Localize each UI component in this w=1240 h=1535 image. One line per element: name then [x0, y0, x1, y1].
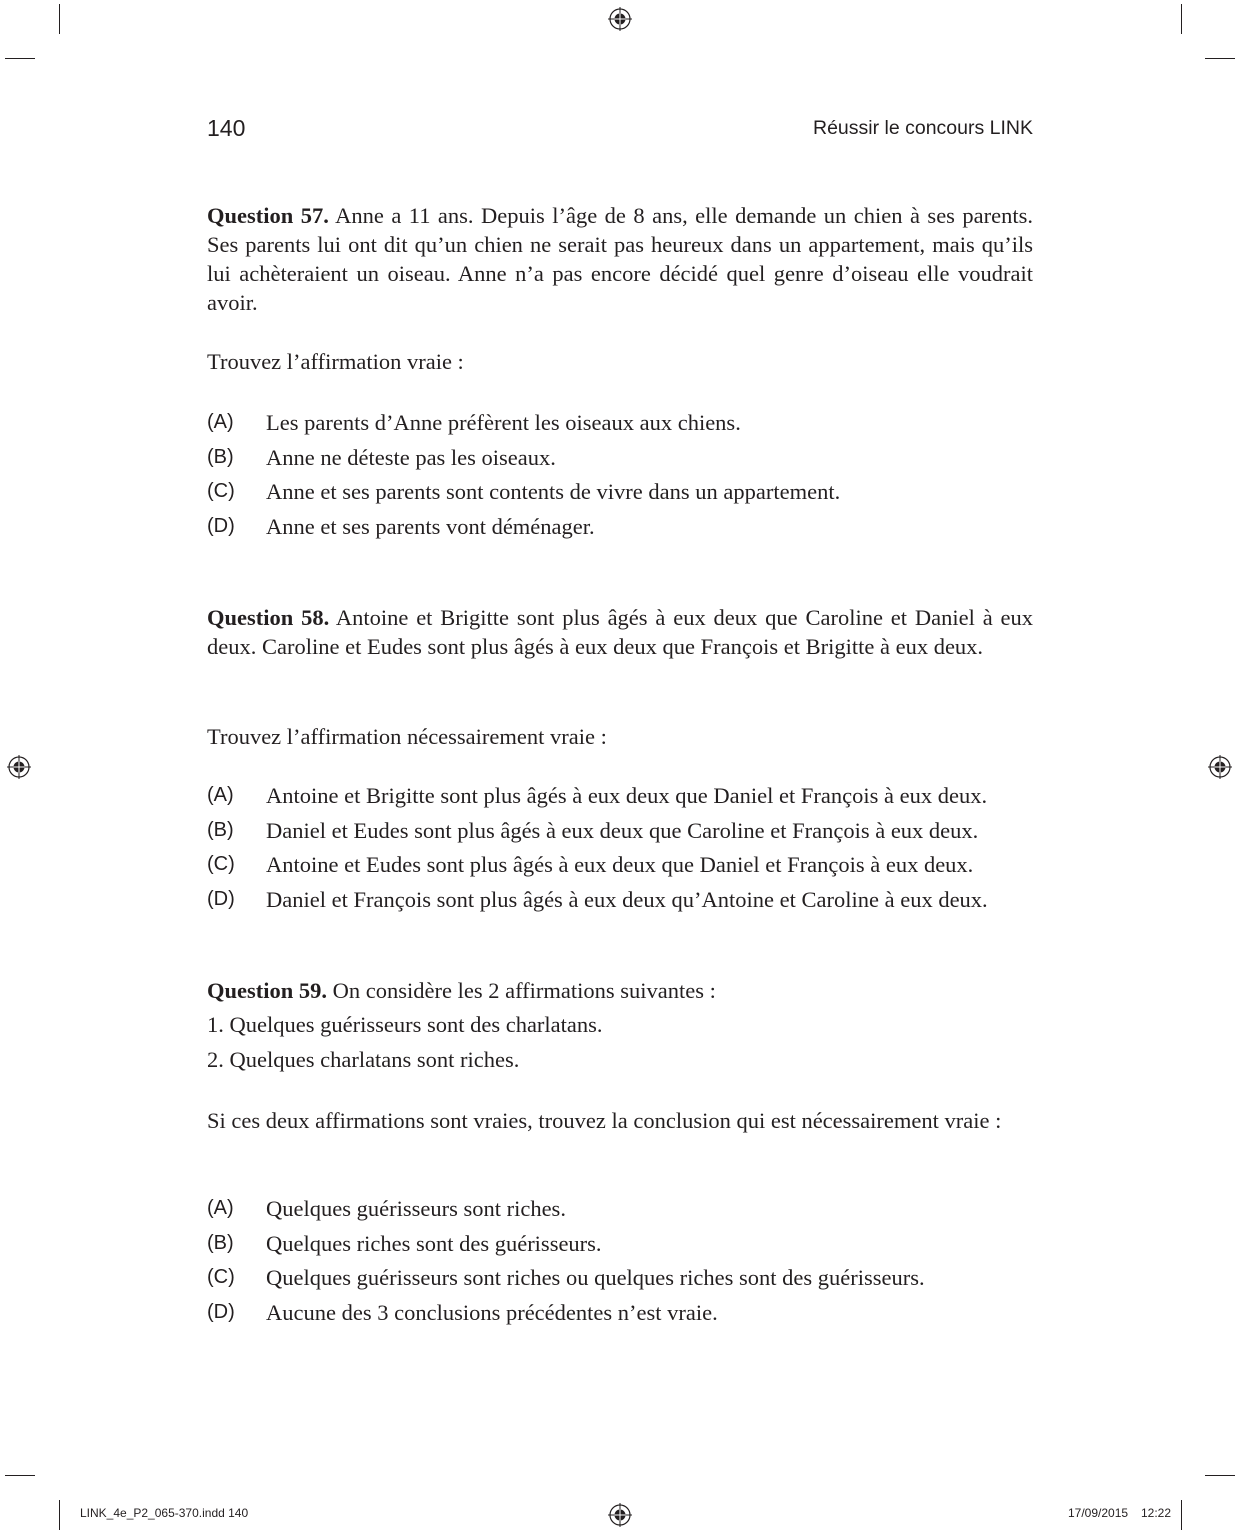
option-text: Anne ne déteste pas les oiseaux.: [266, 444, 556, 470]
crop-mark-bottom-right-horizontal: [1205, 1475, 1235, 1476]
option-d: [207, 512, 1047, 547]
option-letter: (D): [207, 887, 235, 910]
option-letter: (C): [207, 853, 235, 875]
footer-date: 17/09/2015: [1068, 1506, 1129, 1520]
option-letter: (D): [207, 1300, 235, 1323]
question-label: Question 58.: [207, 605, 330, 630]
crop-mark-top-left-horizontal: [5, 58, 35, 59]
question-59-stem: [207, 976, 1033, 1005]
option-letter: (B): [207, 445, 234, 468]
option-text: Daniel et Eudes sont plus âgés à eux deux que Caroline et François à eux deux.: [266, 817, 979, 843]
question-58-stem: [207, 603, 1033, 661]
crop-mark-top-right-vertical: [1181, 4, 1182, 34]
option-text: Daniel et François sont plus âgés à eux deux qu’Antoine et Caroline à eux deux.: [266, 886, 988, 912]
option-b: [207, 816, 1047, 851]
crop-mark-bottom-left-horizontal: [5, 1475, 35, 1476]
registration-mark-icon: [1208, 755, 1232, 779]
option-c: [207, 850, 1047, 885]
option-text: Anne et ses parents sont contents de vivre dans un appartement.: [266, 479, 841, 504]
question-59-prompt: Si ces deux affirmations sont vraies, trouvez la conclusion qui est nécessairement vraie :: [207, 1108, 1002, 1133]
option-d: [207, 1298, 1047, 1333]
option-c: [207, 1263, 1047, 1298]
crop-mark-bottom-right-vertical: [1181, 1500, 1182, 1530]
option-letter: (A): [207, 411, 234, 433]
option-a: [207, 781, 1047, 816]
option-c: [207, 477, 1047, 512]
footer-file-name: LINK_4e_P2_065-370.indd 140: [80, 1506, 249, 1520]
question-57-prompt: Trouvez l’affirmation vraie :: [207, 349, 464, 374]
footer-time: 12:22: [1141, 1506, 1172, 1520]
question-label: Question 59.: [207, 978, 328, 1003]
question-58-options: [207, 781, 1047, 919]
option-text: Quelques guérisseurs sont riches ou quelques riches sont des guérisseurs.: [266, 1265, 925, 1290]
running-header: [207, 115, 1033, 145]
statement-2: 2. Quelques charlatans sont riches.: [207, 1047, 520, 1072]
crop-mark-top-right-horizontal: [1205, 58, 1235, 59]
option-b: [207, 1229, 1047, 1264]
option-text: Antoine et Eudes sont plus âgés à eux deux que Daniel et François à eux deux.: [266, 852, 974, 877]
registration-mark-icon: [7, 755, 31, 779]
question-text: Anne a 11 ans. Depuis l’âge de 8 ans, elle demande un chien à ses parents. Ses parents lui ont dit qu’un chien ne serait pas heureux dans un appartement, mais qu’ils lui achèteraient un oiseau. Anne n’a pas encore décidé quel genre d’oiseau elle voudrait avoir.: [207, 203, 1034, 315]
crop-mark-top-left-vertical: [59, 4, 60, 34]
option-a: [207, 1194, 1047, 1229]
registration-mark-icon: [608, 1503, 632, 1527]
option-letter: (B): [207, 818, 234, 841]
option-letter: (C): [207, 1266, 235, 1288]
statement-1: 1. Quelques guérisseurs sont des charlatans.: [207, 1012, 603, 1037]
question-57-stem: [207, 201, 1033, 317]
question-label: Question 57.: [207, 203, 329, 228]
option-letter: (C): [207, 480, 235, 502]
option-text: Anne et ses parents vont déménager.: [266, 513, 595, 539]
option-text: Antoine et Brigitte sont plus âgés à eux deux que Daniel et François à eux deux.: [266, 783, 988, 808]
crop-mark-bottom-left-vertical: [59, 1500, 60, 1530]
page-number: 140: [207, 115, 246, 141]
option-text: Les parents d’Anne préfèrent les oiseaux aux chiens.: [266, 410, 741, 435]
registration-mark-icon: [608, 7, 632, 31]
question-text: Antoine et Brigitte sont plus âgés à eux deux que Caroline et Daniel à eux deux. Caroline et Eudes sont plus âgés à eux deux que François et Brigitte à eux deux.: [207, 605, 1034, 659]
option-letter: (A): [207, 784, 234, 806]
question-57-options: [207, 408, 1047, 546]
option-b: [207, 443, 1047, 478]
option-text: Quelques riches sont des guérisseurs.: [266, 1230, 602, 1256]
option-letter: (B): [207, 1231, 234, 1254]
option-letter: (D): [207, 514, 235, 537]
running-title: Réussir le concours LINK: [812, 117, 1033, 139]
option-text: Quelques guérisseurs sont riches.: [266, 1196, 566, 1221]
question-text: On considère les 2 affirmations suivantes :: [327, 978, 716, 1003]
question-59-options: [207, 1194, 1047, 1332]
option-letter: (A): [207, 1197, 234, 1219]
option-text: Aucune des 3 conclusions précédentes n’est vraie.: [266, 1299, 718, 1325]
question-58-prompt: Trouvez l’affirmation nécessairement vraie :: [207, 724, 607, 749]
option-a: [207, 408, 1047, 443]
option-d: [207, 885, 1047, 920]
